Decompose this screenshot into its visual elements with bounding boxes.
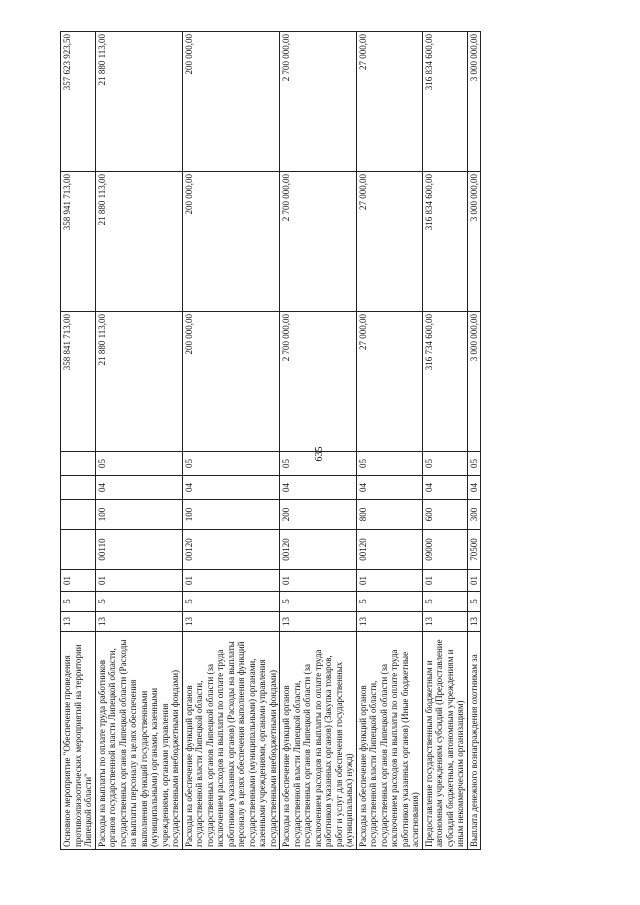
code-ministry: 13 bbox=[182, 612, 280, 632]
code-expense-type: 300 bbox=[467, 500, 481, 530]
code-section: 04 bbox=[280, 476, 357, 500]
code-subprogram: 01 bbox=[467, 570, 481, 592]
row-description: Расходы на обеспечение функций органов государственной власти Липецкой области, государственных органов Липецкой области (за исключением расходов на выплаты по оплате труда работников указанных органов) (Иные бюджетные ассигнования) bbox=[356, 632, 422, 850]
code-subprogram: 01 bbox=[61, 570, 96, 592]
code-subprogram: 01 bbox=[95, 570, 182, 592]
row-description: Предоставление государственным бюджетным и автономным учреждениям субсидий (Предоставление субсидий бюджетным, автономным учреждениям и иным некоммерческим организациям) bbox=[422, 632, 467, 850]
code-ministry: 13 bbox=[280, 612, 357, 632]
amount-year-1: 27 000,00 bbox=[356, 312, 422, 452]
code-expense-type bbox=[61, 500, 96, 530]
code-program: 5 bbox=[356, 592, 422, 612]
amount-year-1: 21 880 113,00 bbox=[95, 312, 182, 452]
amount-year-3: 2 700 000,00 bbox=[280, 32, 357, 172]
code-direction: 00120 bbox=[182, 530, 280, 570]
amount-year-2: 21 880 113,00 bbox=[95, 172, 182, 312]
row-description: Расходы на обеспечение функций органов государственной власти Липецкой области, государственных органов Липецкой области (за исключением расходов на выплаты по оплате труда работников указанных органов) (Закупка товаров, работ и услуг для обеспечения государственных (муниципальных) нужд) bbox=[280, 632, 357, 850]
code-subsection bbox=[61, 452, 96, 476]
amount-year-3: 200 000,00 bbox=[182, 32, 280, 172]
code-direction: 70500 bbox=[467, 530, 481, 570]
code-expense-type: 200 bbox=[280, 500, 357, 530]
amount-year-2: 3 000 000,00 bbox=[467, 172, 481, 312]
code-ministry: 13 bbox=[61, 612, 96, 632]
code-expense-type: 100 bbox=[95, 500, 182, 530]
code-subprogram: 01 bbox=[182, 570, 280, 592]
code-expense-type: 100 bbox=[182, 500, 280, 530]
amount-year-1: 358 841 713,00 bbox=[61, 312, 96, 452]
amount-year-3: 3 000 000,00 bbox=[467, 32, 481, 172]
amount-year-1: 200 000,00 bbox=[182, 312, 280, 452]
amount-year-2: 27 000,00 bbox=[356, 172, 422, 312]
table-row bbox=[280, 32, 357, 850]
table-row bbox=[61, 32, 96, 850]
code-ministry: 13 bbox=[422, 612, 467, 632]
code-section: 04 bbox=[95, 476, 182, 500]
amount-year-3: 357 623 923,50 bbox=[61, 32, 96, 172]
code-subsection: 05 bbox=[422, 452, 467, 476]
table-row bbox=[467, 32, 481, 850]
code-program: 5 bbox=[95, 592, 182, 612]
code-section: 04 bbox=[467, 476, 481, 500]
row-description: Расходы на выплаты по оплате труда работников органов государственной власти Липецкой области, государственных органов Липецкой области (Расходы на выплаты персоналу в целях обеспечения выполнения функций государственными (муниципальными) органами, казенными учреждениями, органами управления государственными внебюджетными фондами) bbox=[95, 632, 182, 850]
table-row bbox=[95, 32, 182, 850]
code-program: 5 bbox=[280, 592, 357, 612]
amount-year-3: 316 834 600,00 bbox=[422, 32, 467, 172]
code-expense-type: 800 bbox=[356, 500, 422, 530]
code-section: 04 bbox=[182, 476, 280, 500]
table-row bbox=[422, 32, 467, 850]
page-number: 635 bbox=[314, 446, 325, 462]
row-description: Выплата денежного вознаграждения охотникам за bbox=[467, 632, 481, 850]
code-program: 5 bbox=[467, 592, 481, 612]
amount-year-2: 316 834 600,00 bbox=[422, 172, 467, 312]
code-direction bbox=[61, 530, 96, 570]
code-direction: 00110 bbox=[95, 530, 182, 570]
code-program: 5 bbox=[61, 592, 96, 612]
code-subsection: 05 bbox=[280, 452, 357, 476]
amount-year-3: 21 880 113,00 bbox=[95, 32, 182, 172]
code-subprogram: 01 bbox=[422, 570, 467, 592]
rotated-page bbox=[60, 32, 591, 850]
amount-year-3: 27 000,00 bbox=[356, 32, 422, 172]
code-subsection: 05 bbox=[95, 452, 182, 476]
table-row bbox=[182, 32, 280, 850]
amount-year-2: 358 941 713,00 bbox=[61, 172, 96, 312]
amount-year-2: 2 700 000,00 bbox=[280, 172, 357, 312]
code-subprogram: 01 bbox=[356, 570, 422, 592]
code-ministry: 13 bbox=[467, 612, 481, 632]
amount-year-1: 2 700 000,00 bbox=[280, 312, 357, 452]
budget-table bbox=[60, 31, 481, 850]
row-description: Расходы на обеспечение функций органов государственной власти Липецкой области, государственных органов Липецкой области (за исключением расходов на выплаты по оплате труда работников указанных органов) (Расходы на выплаты персоналу в целях обеспечения выполнения функций государственными (муниципальными) органами, казенными учреждениями, органами управления государственными внебюджетными фондами) bbox=[182, 632, 280, 850]
code-subsection: 05 bbox=[356, 452, 422, 476]
code-program: 5 bbox=[182, 592, 280, 612]
amount-year-1: 3 000 000,00 bbox=[467, 312, 481, 452]
code-direction: 00120 bbox=[356, 530, 422, 570]
code-ministry: 13 bbox=[95, 612, 182, 632]
amount-year-1: 316 734 600,00 bbox=[422, 312, 467, 452]
table-row bbox=[356, 32, 422, 850]
row-description: Основное мероприятие "Обеспечение проведения противоэпизоотических мероприятий на территории Липецкой области" bbox=[61, 632, 96, 850]
code-section: 04 bbox=[356, 476, 422, 500]
code-subprogram: 01 bbox=[280, 570, 357, 592]
code-ministry: 13 bbox=[356, 612, 422, 632]
amount-year-2: 200 000,00 bbox=[182, 172, 280, 312]
code-section: 04 bbox=[422, 476, 467, 500]
code-expense-type: 600 bbox=[422, 500, 467, 530]
code-direction: 09000 bbox=[422, 530, 467, 570]
code-section bbox=[61, 476, 96, 500]
code-subsection: 05 bbox=[467, 452, 481, 476]
code-subsection: 05 bbox=[182, 452, 280, 476]
code-direction: 00120 bbox=[280, 530, 357, 570]
code-program: 5 bbox=[422, 592, 467, 612]
